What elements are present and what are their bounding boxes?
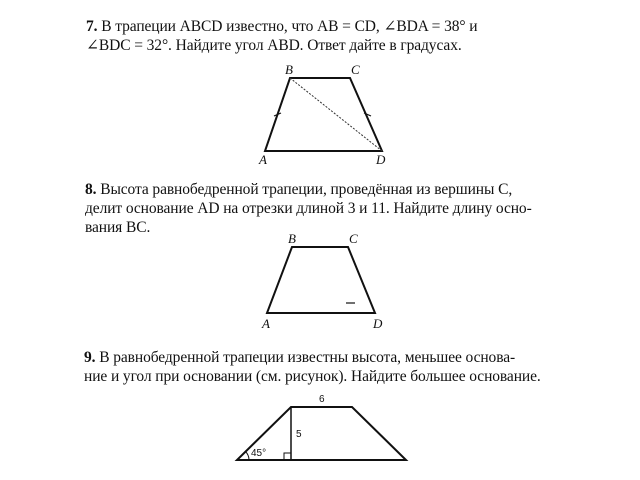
vertex-label-b: B bbox=[288, 231, 296, 246]
problem-8-line-2: делит основание AD на отрезки длиной 3 и 11. Найдите длину осно- bbox=[85, 200, 532, 217]
problem-9-number: 9. bbox=[84, 349, 96, 366]
trapezoid-8-outline bbox=[267, 247, 375, 313]
angle-label: 45° bbox=[251, 448, 267, 459]
figure-7-trapezoid bbox=[258, 62, 386, 167]
figure-8-trapezoid bbox=[261, 231, 383, 331]
problem-7-number: 7. bbox=[86, 18, 98, 35]
vertex-label-b: B bbox=[285, 62, 293, 77]
angle-arc bbox=[246, 452, 250, 461]
vertex-label-c: C bbox=[349, 231, 358, 246]
vertex-label-a: A bbox=[262, 316, 270, 331]
vertex-label-d: D bbox=[373, 316, 383, 331]
top-base-label: 6 bbox=[319, 394, 325, 405]
problem-8-number: 8. bbox=[85, 181, 97, 198]
vertex-label-c: C bbox=[351, 62, 360, 77]
height-label: 5 bbox=[296, 429, 302, 440]
figure-9-trapezoid bbox=[237, 394, 406, 460]
right-angle-mark bbox=[284, 453, 291, 460]
problem-8-line-1: 8. Высота равнобедренной трапеции, проведённая из вершины C, bbox=[85, 181, 513, 198]
vertex-label-d: D bbox=[376, 152, 386, 167]
problem-7-line-2: ∠BDC = 32°. Найдите угол ABD. Ответ дайте в градусах. bbox=[86, 37, 462, 54]
problem-8-line-3: вания BC. bbox=[85, 219, 151, 236]
problem-7-line-1: 7. В трапеции ABCD известно, что AB = CD, ∠BDA = 38° и bbox=[86, 18, 478, 35]
vertex-label-a: A bbox=[259, 152, 267, 167]
trapezoid-7-outline bbox=[265, 78, 382, 151]
problem-9-line-1: 9. В равнобедренной трапеции известны высота, меньшее основа- bbox=[84, 349, 516, 366]
problem-9-line-2: ние и угол при основании (см. рисунок). Найдите большее основание. bbox=[84, 368, 541, 385]
